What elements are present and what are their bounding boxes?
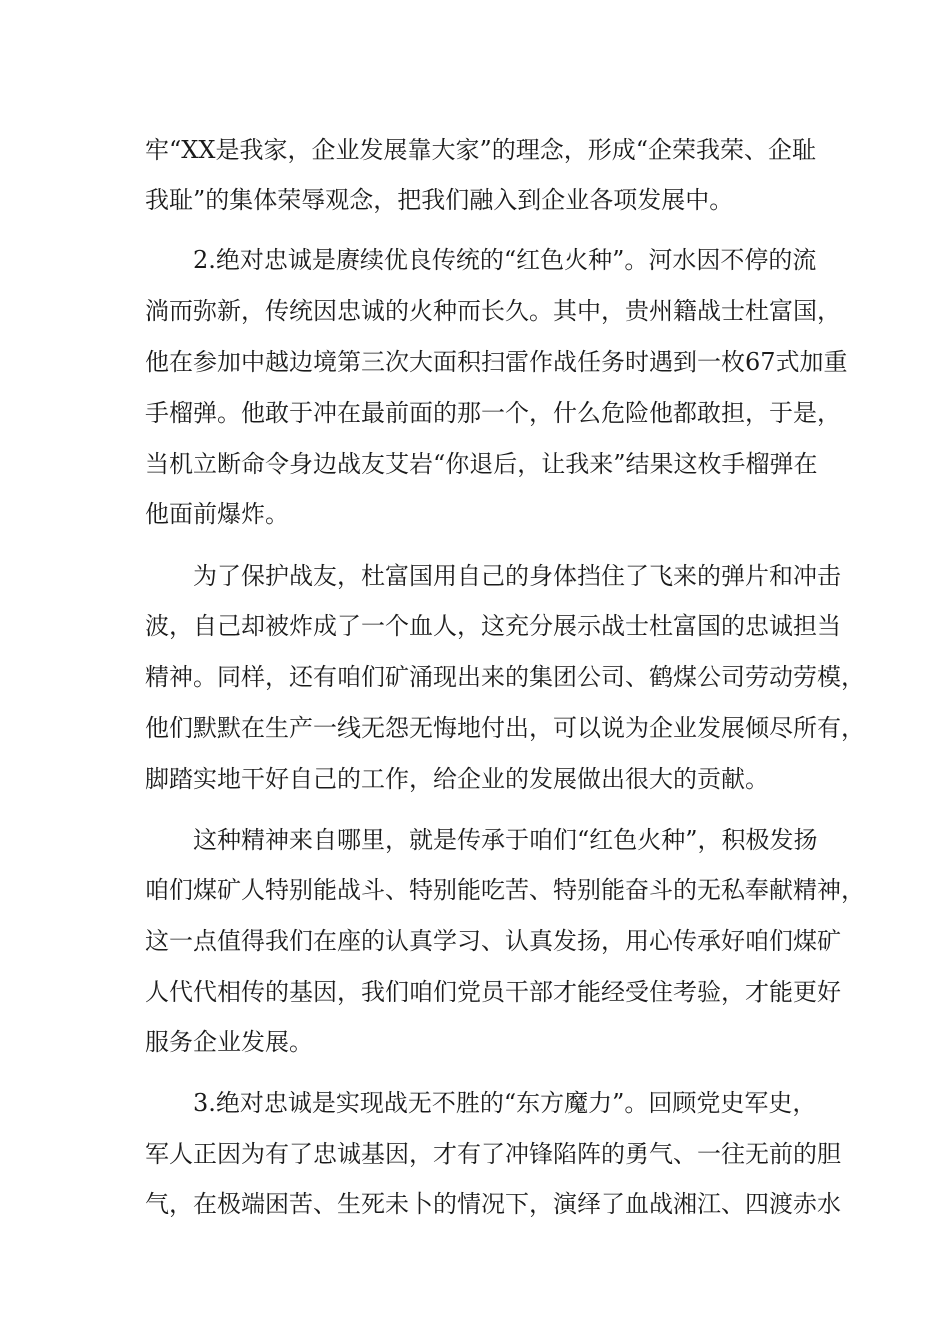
text-line	[0, 1182, 950, 1226]
text-line	[0, 1132, 950, 1176]
line-text: 人代代相传的基因，我们咱们党员干部才能经受住考验，才能更好	[145, 978, 841, 1006]
line-text: 他们默默在生产一线无怨无悔地付出，可以说为企业发展倾尽所有，	[145, 714, 865, 742]
text-line	[0, 554, 950, 598]
text-line	[0, 970, 950, 1014]
text-line	[0, 289, 950, 333]
line-text: 精神。同样，还有咱们矿涌现出来的集团公司、鹤煤公司劳动劳模，	[145, 663, 865, 691]
text-line	[0, 919, 950, 963]
text-line	[0, 1081, 950, 1125]
text-line	[0, 178, 950, 222]
line-text: 服务企业发展。	[145, 1028, 313, 1056]
line-text: 这种精神来自哪里，就是传承于咱们“红色火种”，积极发扬	[193, 826, 818, 854]
line-text: 波，自己却被炸成了一个血人，这充分展示战士杜富国的忠诚担当	[145, 612, 841, 640]
text-line	[0, 1020, 950, 1064]
line-text: 为了保护战友，杜富国用自己的身体挡住了飞来的弹片和冲击	[193, 562, 841, 590]
text-line	[0, 238, 950, 282]
line-text: 当机立断命令身边战友艾岩“你退后，让我来”结果这枚手榴弹在	[145, 450, 818, 478]
line-text: 2.绝对忠诚是赓续优良传统的“红色火种”。河水因不停的流	[193, 246, 817, 274]
text-line	[0, 442, 950, 486]
line-text: 脚踏实地干好自己的工作，给企业的发展做出很大的贡献。	[145, 765, 769, 793]
text-line	[0, 340, 950, 384]
text-line	[0, 492, 950, 536]
line-text: 3.绝对忠诚是实现战无不胜的“东方魔力”。回顾党史军史，	[193, 1089, 817, 1117]
text-line	[0, 604, 950, 648]
line-text: 他面前爆炸。	[145, 500, 289, 528]
line-text: 咱们煤矿人特别能战斗、特别能吃苦、特别能奋斗的无私奉献精神，	[145, 876, 865, 904]
text-line	[0, 655, 950, 699]
line-text: 军人正因为有了忠诚基因，才有了冲锋陷阵的勇气、一往无前的胆	[145, 1140, 841, 1168]
line-text: 他在参加中越边境第三次大面积扫雷作战任务时遇到一枚67式加重	[145, 348, 848, 376]
text-line	[0, 706, 950, 750]
text-line	[0, 818, 950, 862]
text-line	[0, 868, 950, 912]
line-text: 气，在极端困苦、生死未卜的情况下，演绎了血战湘江、四渡赤水	[145, 1190, 841, 1218]
line-text: 这一点值得我们在座的认真学习、认真发扬，用心传承好咱们煤矿	[145, 927, 841, 955]
line-text: 牢“XX是我家，企业发展靠大家”的理念，形成“企荣我荣、企耻	[145, 136, 816, 164]
text-line	[0, 391, 950, 435]
line-text: 淌而弥新，传统因忠诚的火种而长久。其中，贵州籍战士杜富国，	[145, 297, 841, 325]
text-line	[0, 128, 950, 172]
text-line	[0, 757, 950, 801]
line-text: 手榴弹。他敢于冲在最前面的那一个，什么危险他都敢担，于是，	[145, 399, 841, 427]
line-text: 我耻”的集体荣辱观念，把我们融入到企业各项发展中。	[145, 186, 734, 214]
